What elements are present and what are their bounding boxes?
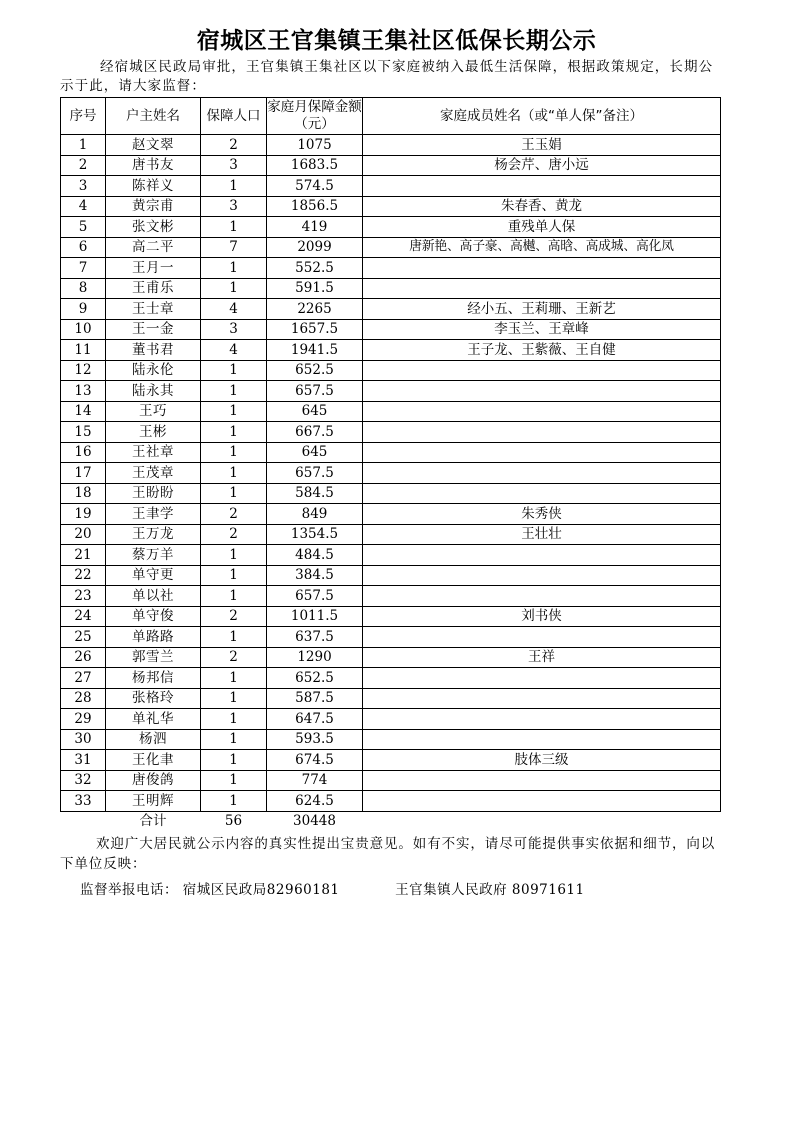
cell-name: 杨泗 xyxy=(106,729,201,750)
cell-name: 王盼盼 xyxy=(106,483,201,504)
cell-people: 1 xyxy=(201,770,267,791)
total-row xyxy=(61,811,721,831)
footer-note: 欢迎广大居民就公示内容的真实性提出宝贵意见。如有不实，请尽可能提供事实依据和细节，向以下单位反映： xyxy=(60,836,716,872)
cell-members xyxy=(363,483,721,504)
table-row xyxy=(61,422,721,443)
cell-no: 14 xyxy=(61,401,106,422)
footer-hotline xyxy=(80,878,585,898)
header-members: 家庭成员姓名（或“单人保”备注） xyxy=(363,98,721,135)
table-row xyxy=(61,647,721,668)
cell-no: 16 xyxy=(61,442,106,463)
cell-members: 朱秀侠 xyxy=(363,504,721,525)
cell-members xyxy=(363,381,721,402)
cell-no: 7 xyxy=(61,258,106,279)
cell-no: 5 xyxy=(61,217,106,238)
table-row xyxy=(61,442,721,463)
cell-amount: 1354.5 xyxy=(267,524,363,545)
page-title: 宿城区王官集镇王集社区低保长期公示 xyxy=(196,27,597,54)
cell-no: 18 xyxy=(61,483,106,504)
cell-amount: 384.5 xyxy=(267,565,363,586)
cell-no: 12 xyxy=(61,360,106,381)
cell-no: 28 xyxy=(61,688,106,709)
table-row xyxy=(61,565,721,586)
cell-name: 唐书友 xyxy=(106,155,201,176)
cell-no: 9 xyxy=(61,299,106,320)
cell-name: 王月一 xyxy=(106,258,201,279)
cell-people: 4 xyxy=(201,299,267,320)
cell-people: 3 xyxy=(201,196,267,217)
table-row xyxy=(61,750,721,771)
table-row xyxy=(61,524,721,545)
cell-members xyxy=(363,791,721,812)
cell-people: 1 xyxy=(201,401,267,422)
cell-amount: 652.5 xyxy=(267,360,363,381)
table-row xyxy=(61,340,721,361)
cell-people: 2 xyxy=(201,647,267,668)
cell-amount: 657.5 xyxy=(267,463,363,484)
cell-no: 29 xyxy=(61,709,106,730)
cell-members xyxy=(363,565,721,586)
cell-amount: 484.5 xyxy=(267,545,363,566)
cell-amount: 1683.5 xyxy=(267,155,363,176)
cell-no: 24 xyxy=(61,606,106,627)
cell-amount: 1657.5 xyxy=(267,319,363,340)
cell-no: 21 xyxy=(61,545,106,566)
cell-members: 王壮壮 xyxy=(363,524,721,545)
cell-name: 蔡万羊 xyxy=(106,545,201,566)
cell-amount: 1941.5 xyxy=(267,340,363,361)
table-row xyxy=(61,155,721,176)
cell-people: 1 xyxy=(201,668,267,689)
hotline-label: 监督举报电话： xyxy=(80,882,178,898)
cell-people: 1 xyxy=(201,176,267,197)
cell-people: 1 xyxy=(201,586,267,607)
cell-members xyxy=(363,258,721,279)
cell-people: 1 xyxy=(201,688,267,709)
cell-people: 1 xyxy=(201,750,267,771)
cell-people: 3 xyxy=(201,155,267,176)
cell-people: 3 xyxy=(201,319,267,340)
cell-no: 1 xyxy=(61,135,106,156)
cell-no: 20 xyxy=(61,524,106,545)
table-row xyxy=(61,176,721,197)
cell-name: 单路路 xyxy=(106,627,201,648)
cell-members: 朱春香、黄龙 xyxy=(363,196,721,217)
table-row xyxy=(61,791,721,812)
cell-people: 1 xyxy=(201,627,267,648)
table-header-row xyxy=(61,98,721,135)
cell-people: 1 xyxy=(201,545,267,566)
cell-no: 32 xyxy=(61,770,106,791)
total-amount: 30448 xyxy=(267,811,363,831)
cell-name: 杨邦信 xyxy=(106,668,201,689)
cell-people: 1 xyxy=(201,442,267,463)
table-row xyxy=(61,627,721,648)
cell-name: 王明辉 xyxy=(106,791,201,812)
cell-name: 单以社 xyxy=(106,586,201,607)
cell-amount: 1290 xyxy=(267,647,363,668)
cell-no: 6 xyxy=(61,237,106,258)
cell-members: 重残单人保 xyxy=(363,217,721,238)
cell-no: 23 xyxy=(61,586,106,607)
cell-no: 3 xyxy=(61,176,106,197)
cell-members xyxy=(363,627,721,648)
cell-name: 王社章 xyxy=(106,442,201,463)
table-row xyxy=(61,504,721,525)
cell-members: 王祥 xyxy=(363,647,721,668)
cell-amount: 591.5 xyxy=(267,278,363,299)
cell-no: 4 xyxy=(61,196,106,217)
cell-name: 单守俊 xyxy=(106,606,201,627)
cell-people: 1 xyxy=(201,258,267,279)
table-row xyxy=(61,729,721,750)
cell-people: 1 xyxy=(201,709,267,730)
cell-amount: 593.5 xyxy=(267,729,363,750)
cell-no: 33 xyxy=(61,791,106,812)
cell-no: 15 xyxy=(61,422,106,443)
cell-name: 唐俊鸽 xyxy=(106,770,201,791)
cell-amount: 1075 xyxy=(267,135,363,156)
cell-members xyxy=(363,360,721,381)
table-row xyxy=(61,360,721,381)
cell-no: 30 xyxy=(61,729,106,750)
cell-members xyxy=(363,401,721,422)
cell-people: 2 xyxy=(201,135,267,156)
table-row xyxy=(61,586,721,607)
header-name: 户主姓名 xyxy=(106,98,201,135)
cell-members: 肢体三级 xyxy=(363,750,721,771)
cell-members: 唐新艳、高子豪、高樾、高晗、高成城、高化凤 xyxy=(363,237,721,258)
cell-amount: 774 xyxy=(267,770,363,791)
cell-amount: 637.5 xyxy=(267,627,363,648)
cell-amount: 419 xyxy=(267,217,363,238)
cell-name: 王化聿 xyxy=(106,750,201,771)
cell-name: 郭雪兰 xyxy=(106,647,201,668)
cell-name: 张文彬 xyxy=(106,217,201,238)
cell-name: 陆永伦 xyxy=(106,360,201,381)
cell-amount: 584.5 xyxy=(267,483,363,504)
cell-amount: 574.5 xyxy=(267,176,363,197)
cell-people: 1 xyxy=(201,565,267,586)
cell-people: 4 xyxy=(201,340,267,361)
cell-people: 1 xyxy=(201,278,267,299)
hotline-civil-affairs: 宿城区民政局82960181 xyxy=(182,882,340,898)
cell-name: 王巧 xyxy=(106,401,201,422)
table-row xyxy=(61,483,721,504)
cell-people: 1 xyxy=(201,483,267,504)
cell-no: 27 xyxy=(61,668,106,689)
cell-amount: 657.5 xyxy=(267,586,363,607)
cell-no: 2 xyxy=(61,155,106,176)
table-row xyxy=(61,135,721,156)
cell-amount: 1856.5 xyxy=(267,196,363,217)
hotline-town-government: 王官集镇人民政府 80971611 xyxy=(395,882,585,898)
header-no: 序号 xyxy=(61,98,106,135)
cell-amount: 624.5 xyxy=(267,791,363,812)
table-row xyxy=(61,668,721,689)
cell-amount: 667.5 xyxy=(267,422,363,443)
table-row xyxy=(61,196,721,217)
cell-members xyxy=(363,463,721,484)
cell-name: 单礼华 xyxy=(106,709,201,730)
cell-name: 张格玲 xyxy=(106,688,201,709)
total-label: 合计 xyxy=(106,811,201,831)
cell-amount: 849 xyxy=(267,504,363,525)
cell-name: 董书君 xyxy=(106,340,201,361)
cell-amount: 645 xyxy=(267,442,363,463)
table-row xyxy=(61,319,721,340)
table-row xyxy=(61,237,721,258)
table-row xyxy=(61,463,721,484)
cell-people: 2 xyxy=(201,524,267,545)
cell-amount: 647.5 xyxy=(267,709,363,730)
cell-amount: 645 xyxy=(267,401,363,422)
cell-members: 刘书侠 xyxy=(363,606,721,627)
cell-name: 黄宗甫 xyxy=(106,196,201,217)
table-row xyxy=(61,606,721,627)
cell-people: 1 xyxy=(201,463,267,484)
table-row xyxy=(61,545,721,566)
cell-members: 杨会芹、唐小远 xyxy=(363,155,721,176)
cell-members xyxy=(363,688,721,709)
cell-members: 经小五、王莉珊、王新艺 xyxy=(363,299,721,320)
cell-name: 王茂章 xyxy=(106,463,201,484)
cell-people: 1 xyxy=(201,217,267,238)
table-row xyxy=(61,217,721,238)
cell-members xyxy=(363,729,721,750)
cell-members xyxy=(363,176,721,197)
cell-members: 王子龙、王紫薇、王自健 xyxy=(363,340,721,361)
cell-no: 19 xyxy=(61,504,106,525)
table-row xyxy=(61,401,721,422)
cell-amount: 2265 xyxy=(267,299,363,320)
table-row xyxy=(61,278,721,299)
cell-name: 赵文翠 xyxy=(106,135,201,156)
header-people: 保障人口 xyxy=(201,98,267,135)
cell-no: 13 xyxy=(61,381,106,402)
cell-members xyxy=(363,422,721,443)
cell-members xyxy=(363,442,721,463)
cell-people: 2 xyxy=(201,606,267,627)
cell-members: 李玉兰、王章峰 xyxy=(363,319,721,340)
cell-no: 11 xyxy=(61,340,106,361)
table-row xyxy=(61,770,721,791)
cell-members xyxy=(363,545,721,566)
cell-name: 王一金 xyxy=(106,319,201,340)
cell-amount: 552.5 xyxy=(267,258,363,279)
cell-people: 2 xyxy=(201,504,267,525)
cell-name: 王万龙 xyxy=(106,524,201,545)
subsidy-table xyxy=(60,97,721,831)
cell-name: 单守更 xyxy=(106,565,201,586)
cell-amount: 587.5 xyxy=(267,688,363,709)
cell-no: 10 xyxy=(61,319,106,340)
cell-people: 7 xyxy=(201,237,267,258)
cell-amount: 652.5 xyxy=(267,668,363,689)
cell-amount: 1011.5 xyxy=(267,606,363,627)
table-row xyxy=(61,258,721,279)
table-row xyxy=(61,381,721,402)
cell-no: 17 xyxy=(61,463,106,484)
intro-paragraph: 经宿城区民政局审批，王官集镇王集社区以下家庭被纳入最低生活保障，根据政策规定，长期公示于此，请大家监督： xyxy=(60,59,714,94)
cell-members xyxy=(363,586,721,607)
cell-name: 王甫乐 xyxy=(106,278,201,299)
cell-people: 1 xyxy=(201,791,267,812)
cell-no: 25 xyxy=(61,627,106,648)
header-amount: 家庭月保障金额（元） xyxy=(267,98,363,135)
total-people: 56 xyxy=(201,811,267,831)
cell-amount: 674.5 xyxy=(267,750,363,771)
cell-no: 26 xyxy=(61,647,106,668)
cell-name: 王彬 xyxy=(106,422,201,443)
cell-members xyxy=(363,709,721,730)
cell-name: 高二平 xyxy=(106,237,201,258)
cell-name: 陆永其 xyxy=(106,381,201,402)
cell-members xyxy=(363,770,721,791)
cell-name: 王士章 xyxy=(106,299,201,320)
cell-people: 1 xyxy=(201,729,267,750)
table-body xyxy=(61,135,721,812)
table-row xyxy=(61,688,721,709)
table-row xyxy=(61,709,721,730)
cell-members xyxy=(363,668,721,689)
cell-members: 王玉娟 xyxy=(363,135,721,156)
cell-name: 陈祥义 xyxy=(106,176,201,197)
cell-amount: 657.5 xyxy=(267,381,363,402)
cell-no: 8 xyxy=(61,278,106,299)
cell-people: 1 xyxy=(201,381,267,402)
cell-no: 22 xyxy=(61,565,106,586)
cell-people: 1 xyxy=(201,360,267,381)
cell-members xyxy=(363,278,721,299)
table-row xyxy=(61,299,721,320)
cell-name: 王聿学 xyxy=(106,504,201,525)
cell-amount: 2099 xyxy=(267,237,363,258)
cell-people: 1 xyxy=(201,422,267,443)
cell-no: 31 xyxy=(61,750,106,771)
